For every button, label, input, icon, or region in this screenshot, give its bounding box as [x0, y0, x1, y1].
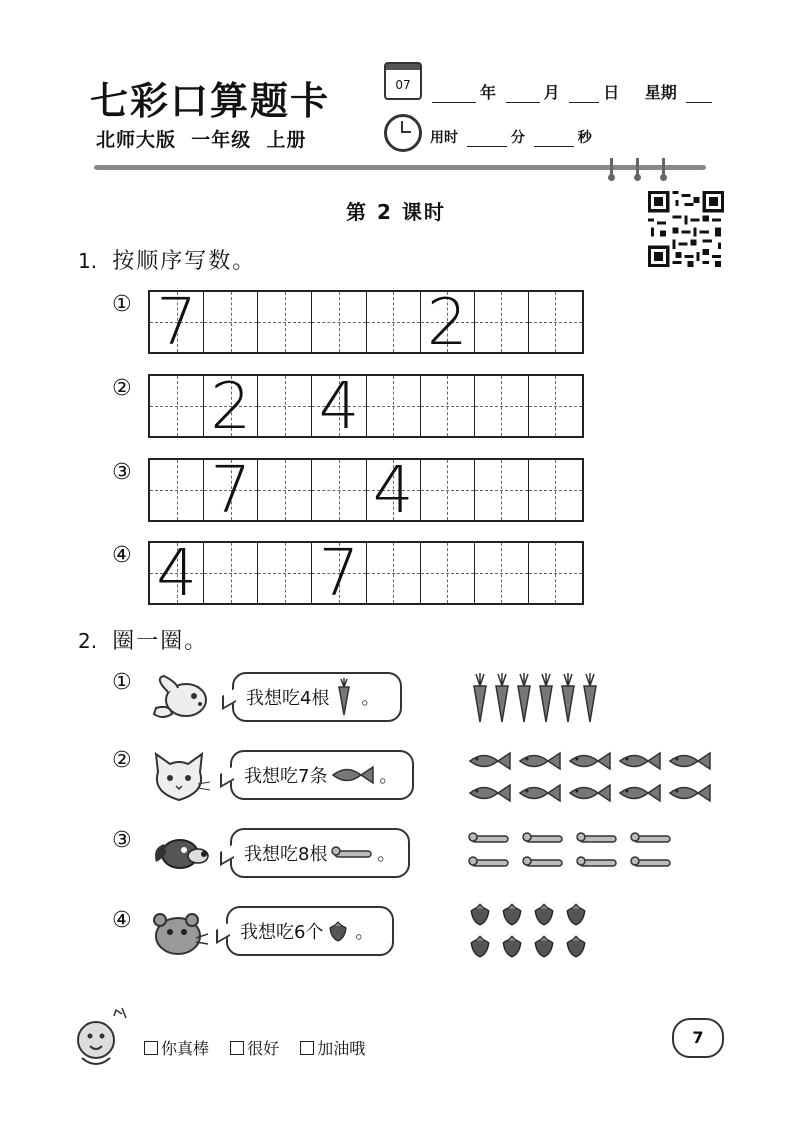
speech-end: 。: [379, 766, 398, 787]
q1-row-label: ①: [112, 292, 132, 317]
speech-bubble: [230, 828, 410, 878]
bone-icon[interactable]: [630, 854, 674, 872]
speech-text: 我想吃7条: [244, 766, 328, 787]
day-blank[interactable]: [569, 86, 599, 103]
speech-end: 。: [361, 688, 380, 709]
rating-options: [144, 1036, 365, 1059]
q2-item2-label: ②: [112, 748, 132, 773]
minute-blank[interactable]: [467, 130, 507, 147]
bone-icon[interactable]: [468, 854, 512, 872]
q1-heading: [78, 244, 256, 275]
q1-row-label: ②: [112, 376, 132, 401]
given-digit-cell: [420, 286, 474, 360]
given-digit: 7: [210, 454, 252, 528]
q1-row-label: ④: [112, 543, 132, 568]
given-digit: 2: [426, 286, 468, 360]
checkbox[interactable]: [230, 1041, 244, 1055]
strawberry-icon[interactable]: [500, 902, 524, 926]
answer-cell[interactable]: [420, 376, 474, 436]
bone-icon[interactable]: [630, 830, 674, 848]
speech-bubble: [232, 672, 402, 722]
day-label: 日: [603, 83, 620, 102]
answer-cell[interactable]: [420, 460, 474, 520]
q2-item1-label: ①: [112, 670, 132, 695]
q1-number: 1.: [78, 249, 98, 273]
answer-cell[interactable]: [150, 460, 203, 520]
speech-bubble: [226, 906, 394, 956]
pin-icon: [610, 158, 613, 180]
strawberry-icon[interactable]: [468, 934, 492, 958]
strawberry-icon[interactable]: [564, 902, 588, 926]
fish-icon[interactable]: [618, 782, 662, 804]
given-digit-cell: [311, 537, 365, 611]
answer-cell[interactable]: [474, 292, 528, 352]
rating-option-label: 你真棒: [161, 1039, 210, 1058]
fish-icon[interactable]: [518, 750, 562, 772]
carrot-group[interactable]: [470, 672, 600, 724]
answer-cell[interactable]: [528, 292, 582, 352]
given-digit-cell: [366, 454, 420, 528]
writing-grid-row: [148, 370, 584, 444]
second-label: 秒: [577, 130, 592, 146]
cat-icon: [148, 752, 210, 804]
answer-cell[interactable]: [257, 292, 311, 352]
bone-icon: [331, 843, 375, 863]
given-digit: 2: [210, 370, 252, 444]
given-digit-cell: [203, 370, 257, 444]
checkbox[interactable]: [300, 1041, 314, 1055]
answer-cell[interactable]: [311, 292, 365, 352]
strawberry-icon[interactable]: [564, 934, 588, 958]
q2-heading: [78, 624, 208, 655]
writing-grid-row: [148, 286, 584, 360]
checkbox[interactable]: [144, 1041, 158, 1055]
fish-icon[interactable]: [568, 750, 612, 772]
lesson-title: 第 2 课时: [346, 200, 446, 224]
year-blank[interactable]: [432, 86, 476, 103]
bone-icon[interactable]: [576, 830, 620, 848]
answer-cell[interactable]: [366, 376, 420, 436]
fish-icon: [331, 764, 375, 786]
answer-cell[interactable]: [474, 460, 528, 520]
fish-icon[interactable]: [468, 750, 512, 772]
fish-icon[interactable]: [568, 782, 612, 804]
strawberry-icon[interactable]: [532, 902, 556, 926]
fish-icon[interactable]: [618, 750, 662, 772]
given-digit: 4: [372, 454, 414, 528]
q1-row-label: ③: [112, 460, 132, 485]
answer-cell[interactable]: [366, 543, 420, 603]
hamster-icon: [152, 910, 208, 958]
date-line: [428, 80, 716, 103]
speech-text: 我想吃4根: [246, 688, 330, 709]
writing-grid-row: [148, 454, 584, 528]
carrot-icon: [333, 677, 355, 717]
bone-icon[interactable]: [468, 830, 512, 848]
speech-bubble: [230, 750, 414, 800]
given-digit-cell: [311, 370, 365, 444]
time-line: [430, 127, 592, 147]
speech-text: 我想吃6个: [240, 922, 324, 943]
year-label: 年: [480, 83, 497, 102]
fish-icon[interactable]: [668, 750, 712, 772]
answer-cell[interactable]: [311, 460, 365, 520]
strawberry-icon[interactable]: [468, 902, 492, 926]
answer-cell[interactable]: [257, 543, 311, 603]
answer-cell[interactable]: [528, 460, 582, 520]
answer-cell[interactable]: [257, 460, 311, 520]
q2-title: 圈一圈。: [112, 629, 209, 654]
given-digit-cell: [150, 286, 203, 360]
fish-icon[interactable]: [668, 782, 712, 804]
bone-icon[interactable]: [522, 830, 566, 848]
strawberry-icon[interactable]: [500, 934, 524, 958]
answer-cell[interactable]: [474, 543, 528, 603]
answer-cell[interactable]: [257, 376, 311, 436]
bone-icon[interactable]: [576, 854, 620, 872]
month-blank[interactable]: [506, 86, 540, 103]
weekday-label: 星期: [644, 83, 677, 102]
q2-item3-label: ③: [112, 828, 132, 853]
rabbit-icon: [150, 674, 214, 722]
calendar-icon: [384, 66, 422, 100]
q2-item4-label: ④: [112, 908, 132, 933]
mascot-icon: [68, 1006, 132, 1070]
answer-cell[interactable]: [420, 543, 474, 603]
month-label: 月: [543, 83, 560, 102]
rating-option[interactable]: [300, 1039, 365, 1058]
given-digit-cell: [203, 454, 257, 528]
answer-cell[interactable]: [203, 543, 257, 603]
header-divider: [94, 165, 706, 170]
given-digit-cell: [150, 537, 203, 611]
bone-icon[interactable]: [522, 854, 566, 872]
q2-number: 2.: [78, 629, 98, 653]
speech-text: 我想吃8根: [244, 844, 328, 865]
pin-icon: [636, 158, 639, 180]
given-digit: 4: [318, 370, 360, 444]
writing-grid-row: [148, 537, 584, 611]
given-digit: 7: [318, 537, 360, 611]
answer-cell[interactable]: [528, 376, 582, 436]
second-blank[interactable]: [534, 130, 574, 147]
speech-end: 。: [355, 922, 374, 943]
answer-cell[interactable]: [150, 376, 203, 436]
answer-cell[interactable]: [366, 292, 420, 352]
minute-label: 分: [510, 130, 525, 146]
edition-label: 北师大版 一年级 上册: [96, 129, 307, 151]
rating-option-label: 很好: [247, 1039, 280, 1058]
time-label: 用时: [430, 130, 458, 146]
given-digit: 4: [156, 537, 197, 611]
fish-icon[interactable]: [518, 782, 562, 804]
rating-option[interactable]: [144, 1039, 209, 1058]
rating-option-label: 加油哦: [317, 1039, 366, 1058]
pin-icon: [662, 158, 665, 180]
given-digit: 7: [156, 286, 197, 360]
dog-icon: [150, 830, 210, 874]
fish-icon[interactable]: [468, 782, 512, 804]
qr-code-icon[interactable]: [648, 190, 724, 268]
q1-title: 按顺序写数。: [112, 249, 257, 274]
answer-cell[interactable]: [203, 292, 257, 352]
answer-cell[interactable]: [474, 376, 528, 436]
carrot-icon[interactable]: [536, 672, 556, 724]
weekday-blank[interactable]: [686, 86, 712, 103]
clock-icon: [384, 114, 422, 152]
carrot-icon[interactable]: [580, 672, 600, 724]
strawberry-icon: [327, 920, 349, 942]
carrot-icon[interactable]: [514, 672, 534, 724]
speech-end: 。: [377, 844, 396, 865]
carrot-icon[interactable]: [470, 672, 490, 724]
carrot-icon[interactable]: [558, 672, 578, 724]
carrot-icon[interactable]: [492, 672, 512, 724]
rating-option[interactable]: [230, 1039, 279, 1058]
answer-cell[interactable]: [528, 543, 582, 603]
strawberry-icon[interactable]: [532, 934, 556, 958]
brand-title: 七彩口算题卡: [90, 78, 331, 123]
page-number: 7: [672, 1018, 724, 1058]
calendar-day: 07: [395, 78, 411, 92]
